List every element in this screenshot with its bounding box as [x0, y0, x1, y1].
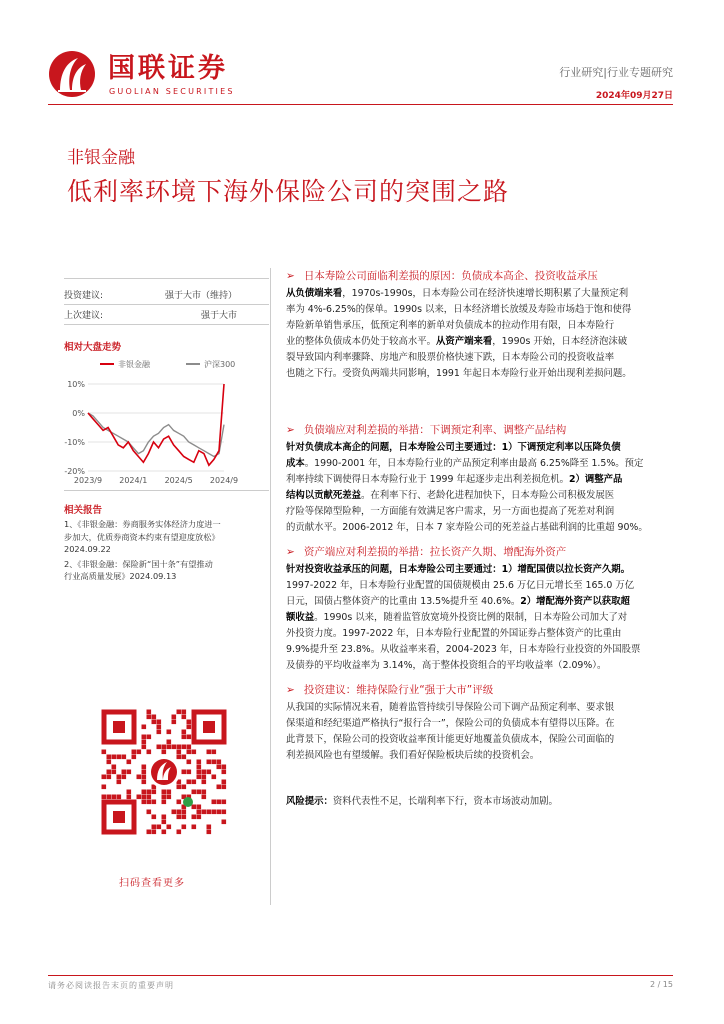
text-run: 也随之下行。受资负两端共同影响，1991 年起日本寿险行业开始出现利差损问题。: [286, 368, 632, 379]
x-tick-label: 2024/1: [119, 476, 148, 485]
paragraph-line: [286, 440, 686, 456]
legend-label: 非银金融: [118, 360, 150, 369]
paragraph-line: [286, 488, 686, 504]
paragraph-line: [286, 626, 686, 642]
risk-label: 风险提示：: [286, 796, 333, 807]
series-line-0: [88, 384, 224, 465]
prev-rating-label: 上次建议:: [64, 311, 104, 321]
arrow-bullet-icon: ➢: [286, 546, 295, 558]
paragraph-line: [286, 732, 686, 748]
paragraph-line: [286, 642, 686, 658]
relative-performance-chart: [64, 356, 269, 486]
text-run: 的贡献水平。2006-2012 年，日本 7 家寿险公司的死差益占基础利润的比重超 90%。: [286, 522, 648, 533]
footer-disclaimer: 请务必阅读报告末页的重要声明: [48, 981, 174, 990]
sidebar-divider: [64, 490, 269, 491]
paragraph-line: [286, 748, 686, 764]
text-run: 外投资力度。1997-2022 年，日本寿险行业配置的外国证券占整体资产的比重由: [286, 628, 622, 639]
paragraph-line: [286, 658, 686, 674]
paragraph-line: [286, 716, 686, 732]
text-run: 1997-2022 年，日本寿险行业配置的国债规模由 25.6 万亿日元增长至 165.0 万亿: [286, 580, 635, 591]
bold-text: 针对负债成本高企的问题，日本寿险公司主要通过：1）下调预定利率以压降负债: [286, 442, 621, 453]
section-heading: [286, 268, 598, 283]
risk-warning: [286, 794, 686, 810]
qr-caption: 扫码查看更多: [119, 878, 185, 889]
x-tick-label: 2024/5: [164, 476, 193, 485]
risk-text: 资料代表性不足，长端利率下行，资本市场波动加剧。: [332, 796, 558, 807]
brand-name-en: GUOLIAN SECURITIES: [109, 87, 235, 96]
bold-text: 针对投资收益承压的问题，日本寿险公司主要通过：1）增配国债以拉长资产久期。: [286, 564, 631, 575]
related-report-item[interactable]: [64, 518, 269, 556]
sidebar: [64, 268, 270, 908]
section-heading: [286, 682, 493, 697]
section-heading-text: 日本寿险公司面临利差损的原因：负债成本高企、投资收益承压: [303, 270, 598, 282]
arrow-bullet-icon: ➢: [286, 684, 295, 696]
x-tick-label: 2024/9: [209, 476, 239, 485]
chart-heading: 相对大盘走势: [64, 342, 122, 353]
paragraph-line: [286, 562, 686, 578]
related-report-line: 2、《非银金融：保险新“国十条”有望推动: [64, 558, 213, 569]
bold-text: 从资产端来看: [436, 336, 493, 347]
text-run: 。在利率下行、老龄化进程加快下，日本寿险公司积极发展医: [361, 490, 615, 501]
related-report-line: 2024.09.22: [64, 544, 111, 554]
section-heading-text: 资产端应对利差损的举措：拉长资产久期、增配海外资产: [303, 546, 567, 558]
section-heading-text: 负债端应对利差损的举措：下调预定利率、调整产品结构: [303, 424, 567, 436]
text-run: 利率持续下调使得日本寿险行业于 1999 年起逐步走出利差损危机。: [286, 474, 569, 485]
paragraph-line: [286, 302, 686, 318]
related-reports: [64, 518, 269, 585]
y-tick-label: 10%: [67, 380, 85, 389]
related-report-line: 步加大，优质券商资本约束有望迎度放松》: [64, 531, 220, 542]
footer-divider: [48, 975, 673, 976]
paragraph-line: [286, 334, 686, 350]
qr-code-icon[interactable]: [100, 708, 228, 836]
text-run: 业的整体负债成本仍处于较高水平。: [286, 336, 437, 347]
header-divider: [48, 104, 673, 105]
arrow-bullet-icon: ➢: [286, 270, 295, 282]
paragraph-line: [286, 610, 686, 626]
y-tick-label: -20%: [64, 467, 85, 476]
paragraph-line: [286, 286, 686, 302]
section-paragraph: [286, 286, 686, 382]
related-report-line: 行业高质量发展》2024.09.13: [64, 571, 177, 581]
series-line-1: [88, 413, 224, 457]
text-run: 保渠道和经纪渠道严格执行“报行合一”，保险公司的负债成本有望得以压降。在: [286, 718, 615, 729]
report-date: 2024年09月27日: [595, 91, 673, 101]
paragraph-line: [286, 594, 686, 610]
guolian-logo-icon: [48, 50, 96, 98]
rating-label: 投资建议:: [64, 291, 104, 301]
prev-rating-row: [64, 308, 269, 321]
paragraph-line: [286, 318, 686, 334]
column-divider: [270, 268, 271, 905]
bold-text: 从负债端来看: [286, 288, 343, 299]
brand-name-cn: 国联证券: [108, 53, 228, 84]
section-paragraph: [286, 440, 686, 536]
paragraph-line: [286, 504, 686, 520]
bold-text: 额收益: [286, 612, 315, 623]
paragraph-line: [286, 350, 686, 366]
bold-text: 成本: [286, 458, 305, 469]
related-heading: 相关报告: [64, 505, 103, 516]
y-tick-label: -10%: [64, 438, 85, 447]
rating-value: 强于大市（维持）: [164, 291, 237, 301]
text-run: 。1990s 以来，随着监管放宽境外投资比例的限制，日本寿险公司加大了对: [314, 612, 628, 623]
text-run: 率为 4%-6.25%的保单。1990s 以来，日本经济增长放缓及寿险市场趋于饱和使得: [286, 304, 632, 315]
text-run: 裂导致国内利率骤降、房地产和股票价格快速下跌，日本寿险公司的投资收益率: [286, 352, 615, 363]
y-tick-label: 0%: [72, 409, 85, 418]
text-run: 寿险新单销售承压，低预定利率的新单对负债成本的拉动作用有限，日本寿险行: [286, 320, 615, 331]
text-run: 疗险等保障型险种，一方面能有效满足客户需求，另一方面也提高了死差对利润: [286, 506, 615, 517]
bold-text: 2）增配海外资产以获取超: [520, 596, 630, 607]
section-paragraph: [286, 700, 686, 764]
text-run: 利差损风险也有望缓解。我们看好保险板块后续的投资机会。: [286, 750, 540, 761]
text-run: ，1990s 开始，日本经济泡沫破: [492, 336, 628, 347]
bold-text: 结构以贡献死差益: [286, 490, 362, 501]
sidebar-divider: [64, 304, 269, 305]
paragraph-line: [286, 366, 686, 382]
paragraph-line: [286, 456, 686, 472]
prev-rating-value: 强于大市: [200, 311, 237, 321]
report-type: 行业研究|行业专题研究: [559, 66, 673, 79]
sector-label: 非银金融: [67, 148, 135, 168]
text-run: 此背景下，保险公司的投资收益率预计能更好地覆盖负债成本，保险公司面临的: [286, 734, 615, 745]
x-tick-label: 2023/9: [73, 476, 103, 485]
text-run: 从我国的实际情况来看，随着监管持续引导保险公司下调产品预定利率、要求银: [286, 702, 615, 713]
section-heading: [286, 422, 566, 437]
paragraph-line: [286, 700, 686, 716]
bold-text: 2）调整产品: [568, 474, 623, 485]
report-title: 低利率环境下海外保险公司的突围之路: [67, 177, 510, 206]
paragraph-line: [286, 578, 686, 594]
section-paragraph: [286, 562, 686, 674]
arrow-bullet-icon: ➢: [286, 424, 295, 436]
text-run: 日元，国债占整体资产的比重由 13.5%提升至 40.6%。: [286, 596, 521, 607]
paragraph-line: [286, 520, 686, 536]
text-run: 及债券的平均收益率为 3.14%，高于整体投资组合的平均收益率（2.09%）。: [286, 660, 607, 671]
related-report-line: 1、《非银金融：券商服务实体经济力度进一: [64, 519, 221, 529]
legend-label: 沪深300: [204, 360, 236, 369]
sidebar-divider: [64, 278, 269, 279]
section-heading-text: 投资建议：维持保险行业“强于大市”评级: [303, 684, 494, 696]
paragraph-line: [286, 472, 686, 488]
sidebar-divider: [64, 324, 269, 325]
section-heading: [286, 544, 566, 559]
page-number: 2 / 15: [649, 980, 673, 989]
related-report-item[interactable]: [64, 558, 269, 583]
text-run: ，1970s-1990s，日本寿险公司在经济快速增长期积累了大量预定利: [342, 288, 629, 299]
rating-row: [64, 288, 269, 301]
text-run: 9.9%提升至 23.8%。从收益率来看，2004-2023 年，日本寿险行业投资的外国股票: [286, 644, 641, 655]
text-run: 。1990-2001 年，日本寿险行业的产品预定利率由最高 6.25%降至 1.5%。预定: [304, 458, 644, 469]
